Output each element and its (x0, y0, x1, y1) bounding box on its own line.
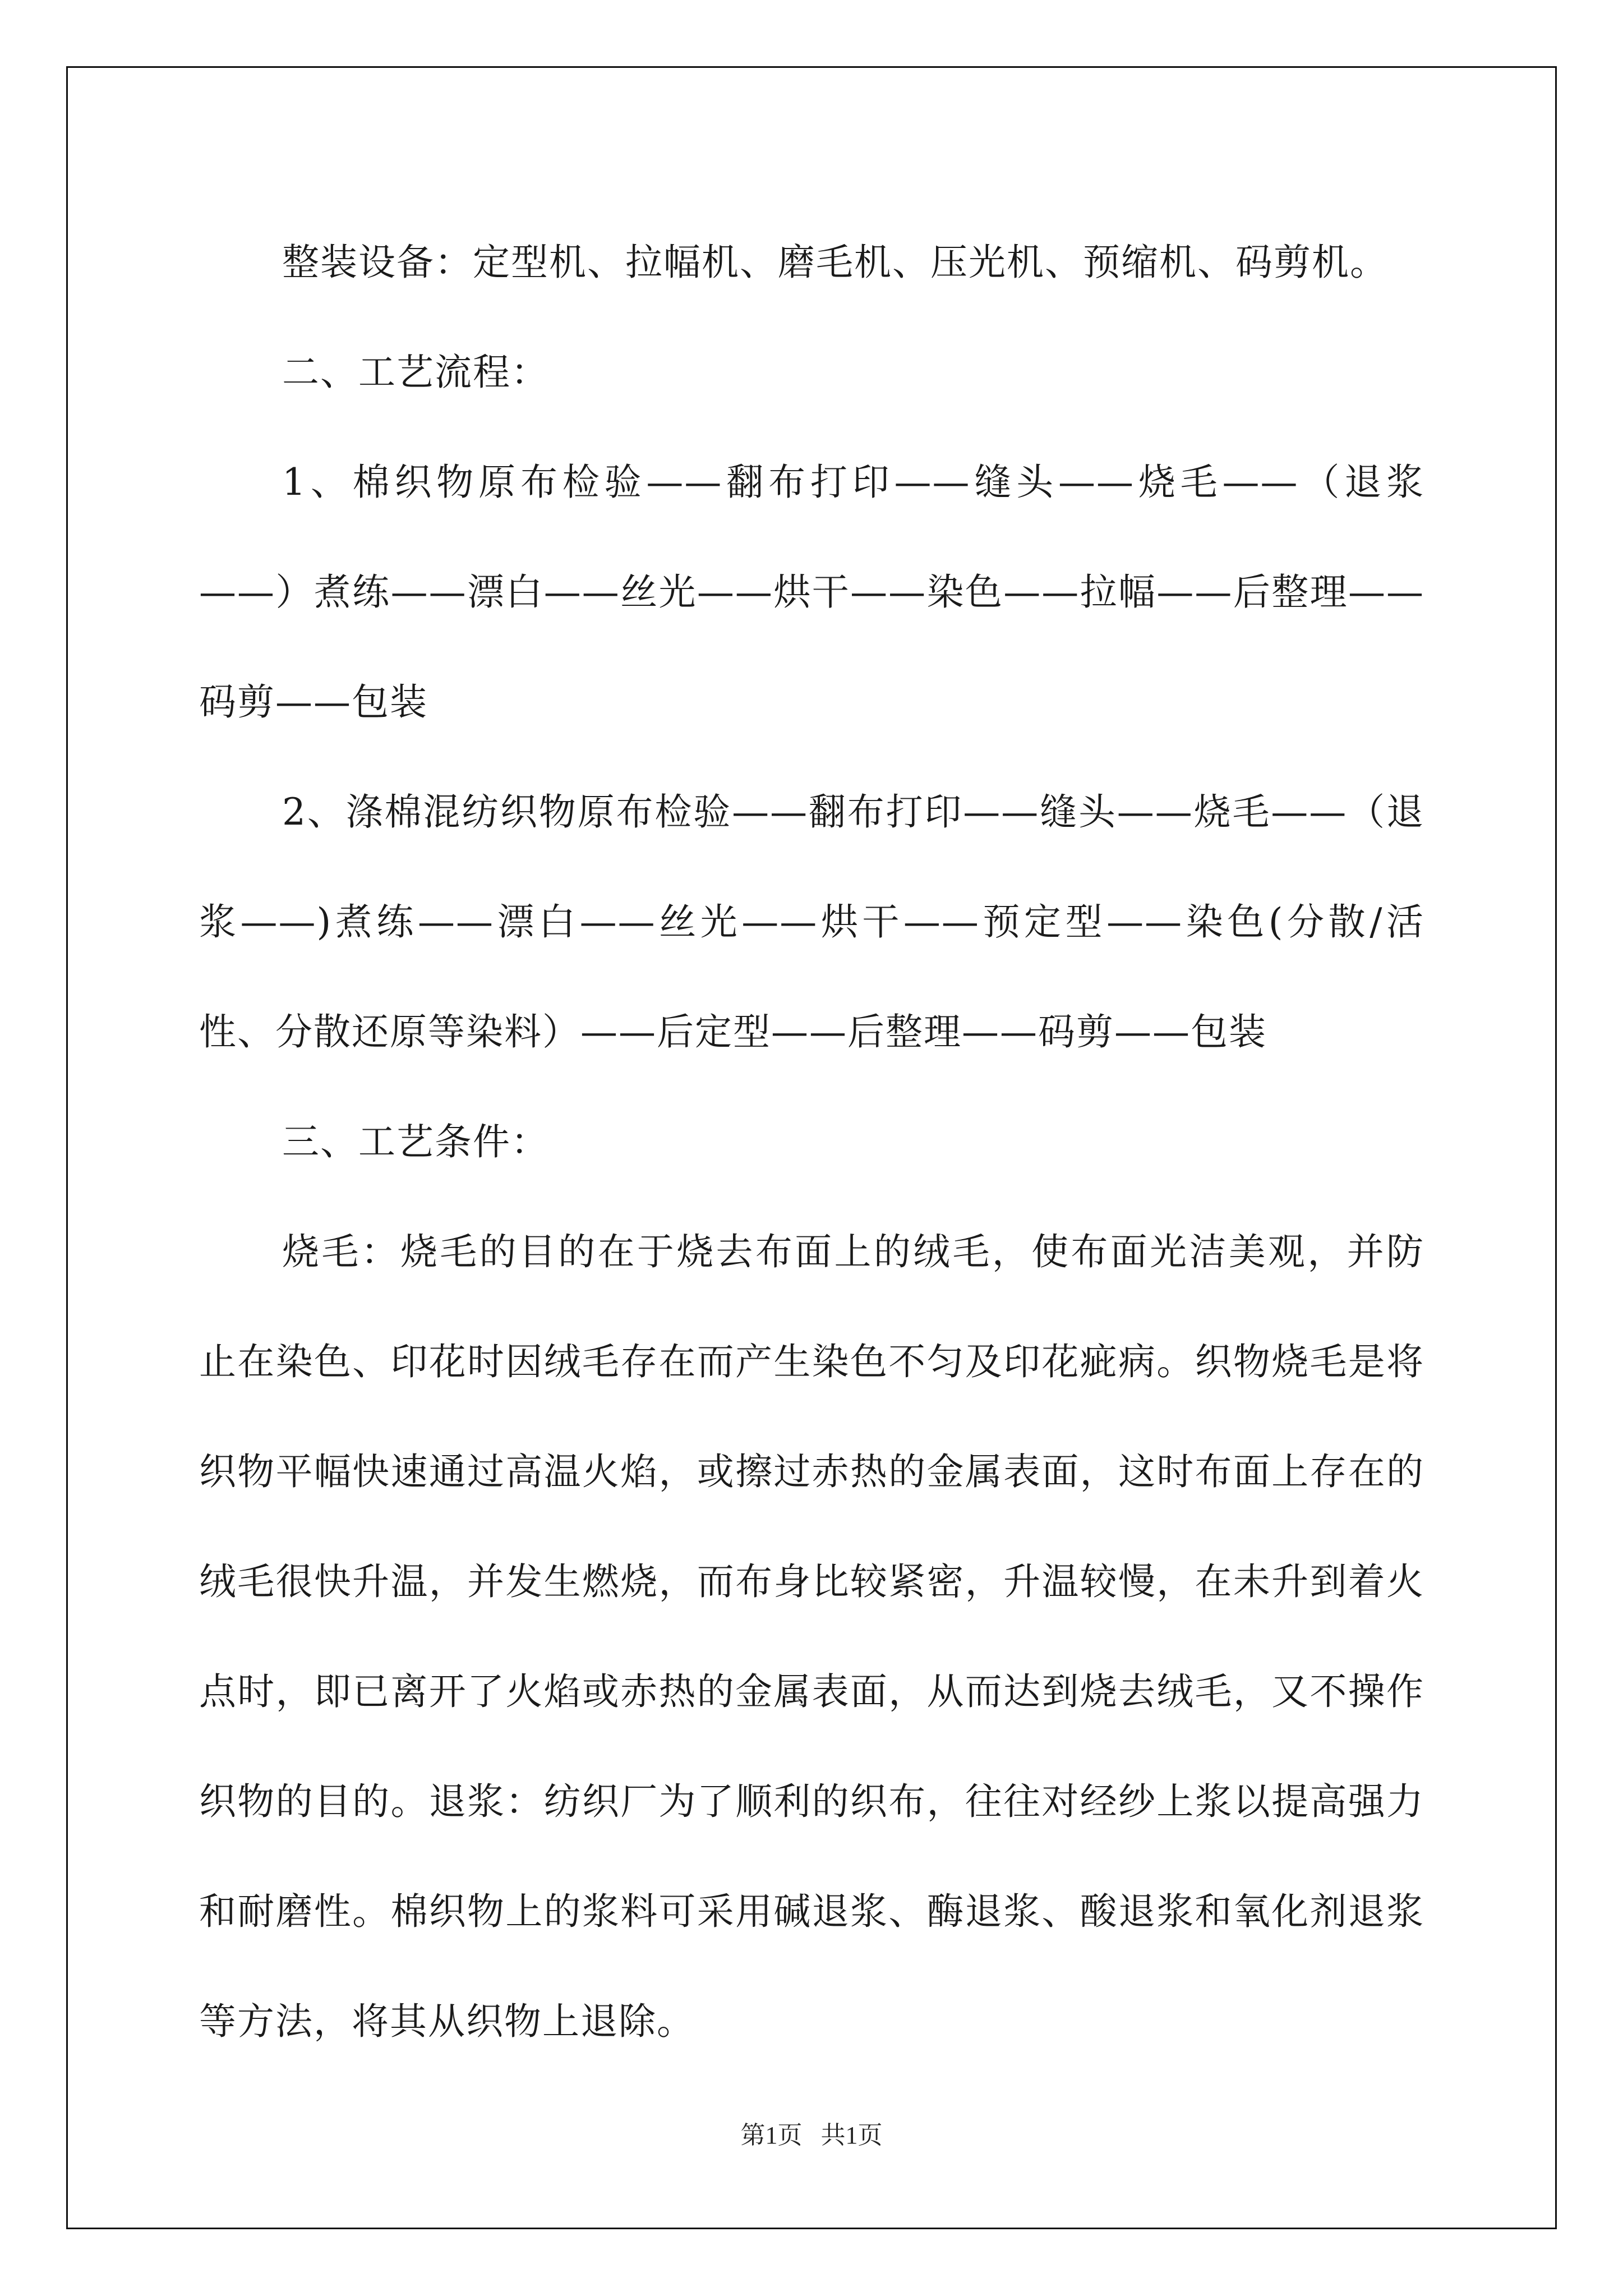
heading-process-conditions: 三、工艺条件： (282, 1120, 549, 1163)
paragraph-singeing-desizing: 烧毛：烧毛的目的在于烧去布面上的绒毛，使布面光洁美观，并防止在染色、印花时因绒毛存在而产生染色不匀及印花疵病。织物烧毛是将织物平幅快速通过高温火焰，或擦过赤热的金属表面，这时布面上存在的绒毛很快升温，并发生燃烧，而布身比较紧密，升温较慢，在未升到着火点时，即已离开了火焰或赤热的金属表面，从而达到烧去绒毛，又不操作织物的目的。退浆：纺织厂为了顺利的织布，往往对经纱上浆以提高强力和耐磨性。棉织物上的浆料可采用碱退浆、酶退浆、酸退浆和氧化剂退浆等方法，将其从织物上退除。 (199, 1230, 1424, 2043)
page-number-footer: 第1页 共1页 (740, 2122, 883, 2149)
paragraph-cotton-process: 1、棉织物原布检验——翻布打印——缝头——烧毛——（退浆——）煮练——漂白——丝光——烘干——染色——拉幅——后整理——码剪——包装 (199, 461, 1424, 724)
paragraph-blend-process: 2、涤棉混纺织物原布检验——翻布打印——缝头——烧毛——（退浆——)煮练——漂白——丝光——烘干——预定型——染色(分散/活性、分散还原等染料）——后定型——后整理——码剪——包装 (199, 790, 1424, 1053)
heading-process-flow: 二、工艺流程： (282, 351, 549, 394)
paragraph-equipment: 整装设备：定型机、拉幅机、磨毛机、压光机、预缩机、码剪机。 (282, 241, 1388, 284)
document-body (199, 208, 1424, 2077)
